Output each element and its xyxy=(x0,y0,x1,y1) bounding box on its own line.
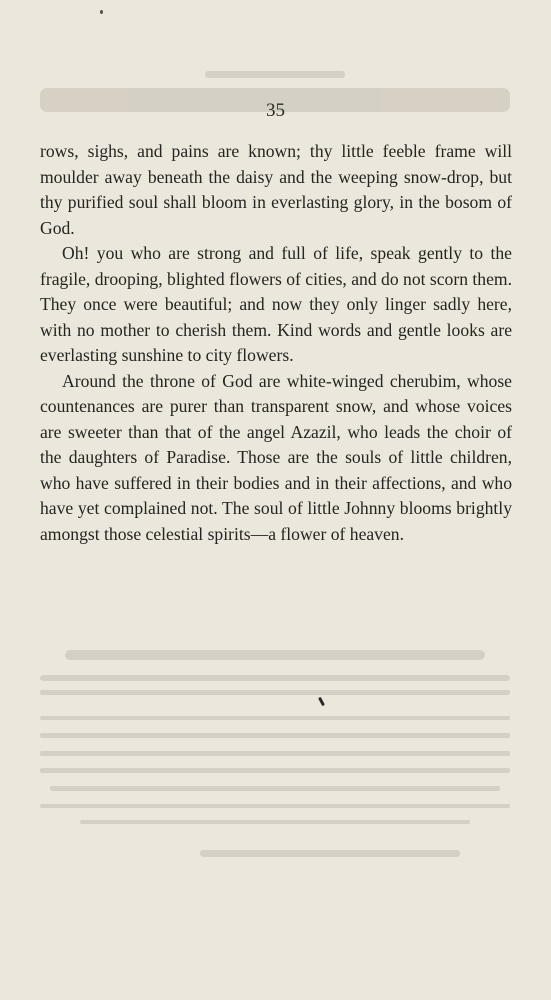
bleed-line xyxy=(50,786,500,791)
bleed-line xyxy=(40,733,510,738)
bleed-line xyxy=(80,820,470,824)
bleed-line xyxy=(40,716,510,720)
paragraph: Oh! you who are strong and full of life, speak gently to the fragile, drooping, blighted flowers of cities, and do not scorn them. They once were beautiful; and now they only linger sadly here, with no mother to cherish them. Kind words and gentle looks are everlasting sunshine to city flowers. xyxy=(40,243,512,365)
bleed-line xyxy=(200,850,460,857)
page-number: 35 xyxy=(266,100,285,121)
ink-mark xyxy=(318,697,325,706)
speck xyxy=(100,10,103,14)
bleed-line xyxy=(40,690,510,695)
body-text xyxy=(40,139,512,547)
bleed-line xyxy=(65,650,485,660)
bleed-line xyxy=(40,804,510,808)
bleed-line xyxy=(205,71,345,78)
paragraph: Around the throne of God are white-winged cherubim, whose countenances are purer than transparent snow, and whose voices are sweeter than that of the angel Azazil, who leads the choir of the daughters of Paradise. Those are the souls of little children, who have suffered in their bodies and in their affections, and who have yet complained not. The soul of little Johnny blooms brightly amongst those celestial spirits—a flower of heaven. xyxy=(40,370,512,544)
bleed-line xyxy=(40,768,510,773)
bleed-line xyxy=(40,751,510,756)
paragraph: rows, sighs, and pains are known; thy little feeble frame will moulder away beneath the daisy and the weeping snow-drop, but thy purified soul shall bloom in everlasting glory, in the bosom of God. xyxy=(40,141,512,238)
bleed-line xyxy=(40,675,510,681)
